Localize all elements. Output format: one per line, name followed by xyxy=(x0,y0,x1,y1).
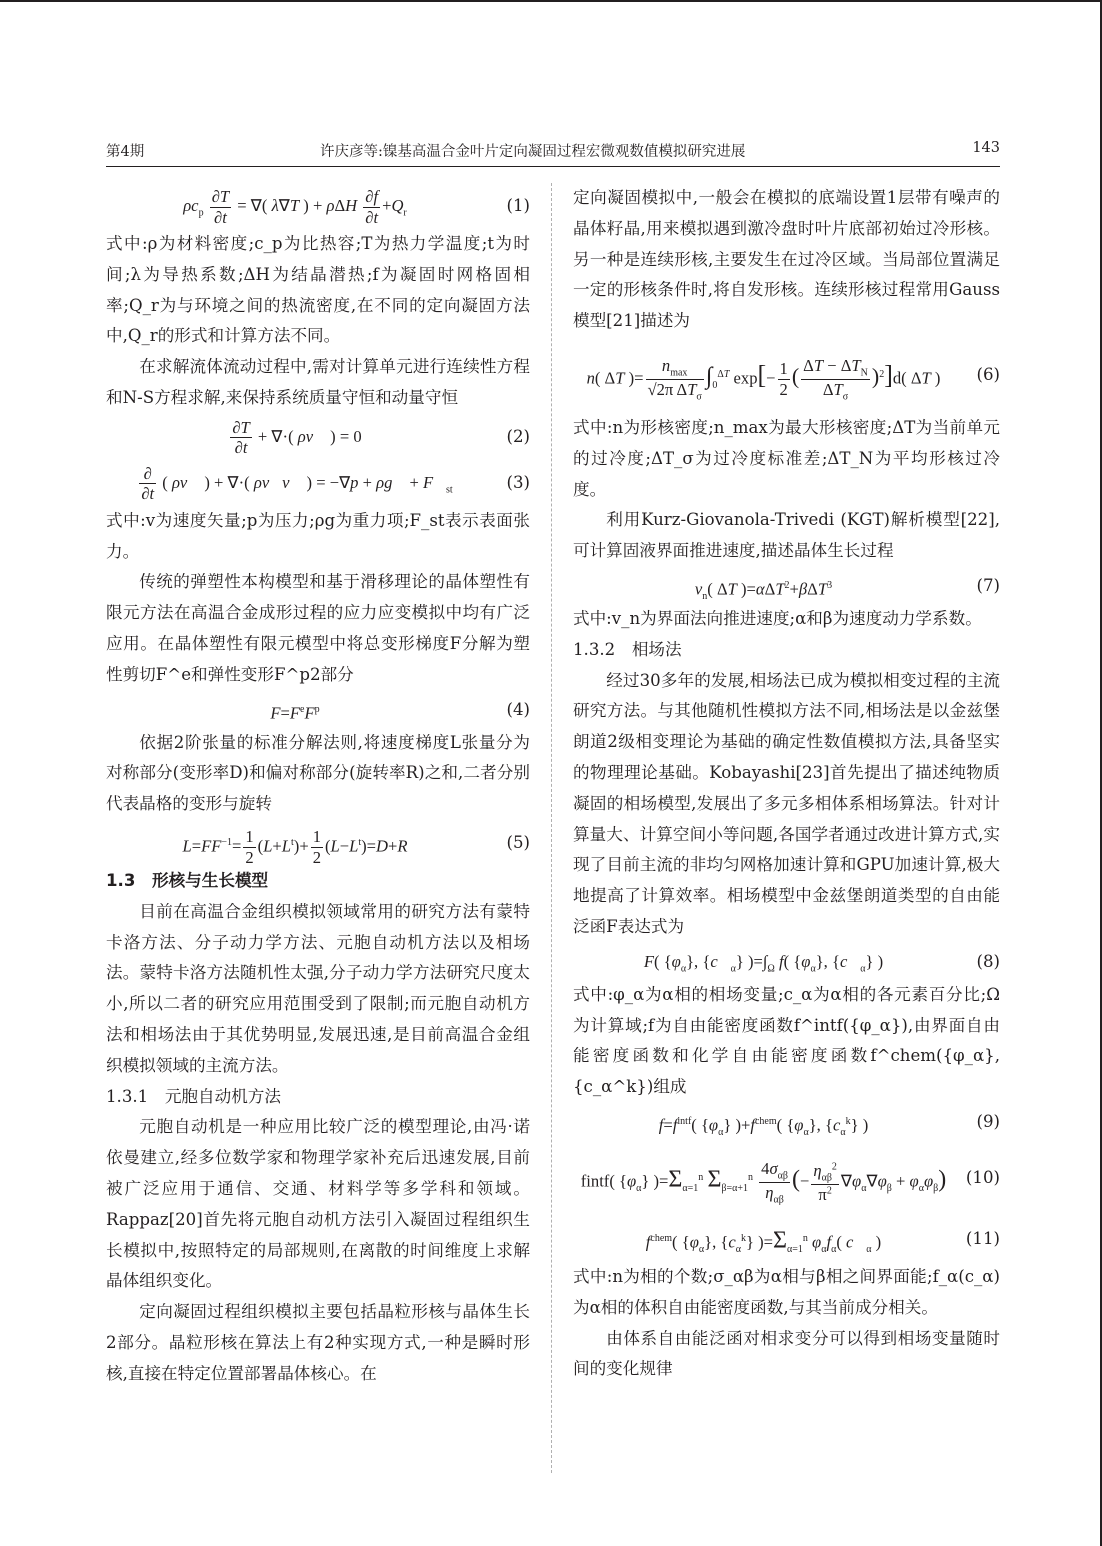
equation-9 xyxy=(573,1103,1000,1140)
paragraph-eq7-symbols: 式中:v_n为界面法向推进速度;α和β为速度动力学系数。 xyxy=(573,608,982,628)
section-heading-1-3-1: 1.3.1 元胞自动机方法 xyxy=(106,1086,281,1106)
equation-4-number: (4) xyxy=(506,699,530,719)
equation-10 xyxy=(573,1140,1000,1216)
equation-10-body: fintf( $\{\varphi_\alpha\}$ )$=\Sigma_{\alpha=1}^n$ $\Sigma_{\beta=\alpha+1}^n$ $4\sigma_{\alpha\beta}$ $\eta_{\alpha\beta}$ (− $\eta_{\alpha\beta}^2$ $\pi^2$ $\nabla\varphi_\alpha\nabla\varphi_\beta + \varphi_\alpha\varphi_\beta$) xyxy=(580,1158,947,1206)
paragraph-seed-nucleation: 定向凝固模拟中,一般会在模拟的底端设置1层带有噪声的晶体籽晶,用来模拟遇到激冷盘时叶片底部初始过冷形核。另一种是连续形核,主要发生在过冷区域。当局部位置满足一定的形核条件时,将自发形核。连续形核过程常用Gauss模型[21]描述为 xyxy=(573,188,1000,331)
paragraph-eq3-symbols: 式中:v为速度矢量;p为压力;ρg为重力项;F_st表示表面张力。 xyxy=(106,510,530,561)
equation-9-body: $f=f^{intf}$( $\{\varphi_\alpha\}$ )$+f^{chem}$( $\{\varphi_\alpha\}$, $\{c_\alpha^k\}$ ) xyxy=(658,1115,869,1138)
page-frame-top xyxy=(0,0,1102,2)
header-rule xyxy=(106,166,1000,167)
equation-8-number: (8) xyxy=(976,951,1000,971)
equation-5-number: (5) xyxy=(506,832,530,852)
equation-10-number: (10) xyxy=(965,1167,1000,1187)
paragraph-kgt-model: 利用Kurz-Giovanola-Trivedi (KGT)解析模型[22],可计算固液界面推进速度,描述晶体生长过程 xyxy=(573,510,1000,561)
equation-6-body: n( ΔT )= $n_{max}$ √2π $\Delta T_\sigma$ $\int_0^{\Delta T}$ exp[− $\frac{1}{2}$ ( $\Delta T - \Delta T_N$ $\Delta T_\sigma$ )$^2$]d( ΔT ) xyxy=(586,355,941,403)
header-title: 许庆彦等:镍基高温合金叶片定向凝固过程宏微观数值模拟研究进展 xyxy=(320,144,746,160)
equation-1 xyxy=(106,183,530,229)
equation-8-body: F( $\{\varphi_\alpha\}$, $\{c⃗_\alpha\}$ )$=\int_\Omega$ f( $\{\varphi_\alpha\}$, $\{c⃗_\alpha\}$ ) xyxy=(643,951,884,975)
equation-1-number: (1) xyxy=(506,196,530,215)
equation-9-number: (9) xyxy=(976,1111,1000,1131)
paragraph-velocity-gradient: 依据2阶张量的标准分解法则,将速度梯度L张量分为对称部分(变形率D)和偏对称部分(旋转率R)之和,二者分别代表晶格的变形与旋转 xyxy=(106,732,530,814)
equation-3-number: (3) xyxy=(506,472,530,492)
equation-11 xyxy=(573,1216,1000,1262)
equation-7-number: (7) xyxy=(976,575,1000,595)
header-issue: 第4期 xyxy=(106,144,145,160)
section-heading-1-3-2: 1.3.2 相场法 xyxy=(573,639,682,659)
equation-1-body: $\rho c_p$ $\frac{\partial T}{\partial t}$ = ∇( λ∇T ) + ρΔH $\frac{\partial f}{\partial t}$ $+Q_r$ xyxy=(183,186,407,227)
equation-3-body: ∂ ∂t ( ρv⃗ ) + ∇·( ρv⃗v⃗ ) = −∇p + ρg⃗ + $F⃗_{st}$ xyxy=(141,463,453,504)
equation-8 xyxy=(573,943,1000,980)
equation-2 xyxy=(106,414,530,460)
equation-2-number: (2) xyxy=(506,426,530,446)
equation-11-number: (11) xyxy=(965,1228,1000,1248)
section-heading-1-3: 1.3 形核与生长模型 xyxy=(106,870,269,890)
paragraph-nucleation-growth: 定向凝固过程组织模拟主要包括晶粒形核与晶体生长2部分。晶粒形核在算法上有2种实现方式,一种是瞬时形核,直接在特定位置部署晶体核心。在 xyxy=(106,1302,530,1383)
paragraph-fluid-flow: 在求解流体流动过程中,需对计算单元进行连续性方程和N-S方程求解,来保持系统质量守恒和动量守恒 xyxy=(106,357,530,407)
paragraph-phase-field: 经过30多年的发展,相场法已成为模拟相变过程的主流研究方法。与其他随机性模拟方法不同,相场法是以金兹堡朗道2级相变理论为基础的确定性数值模拟方法,具备坚实的物理理论基础。Kobayashi[23]首先提出了描述纯物质凝固的相场模型,发展出了多元多相体系相场算法。针对计算量大、计算空间小等问题,各国学者通过改进计算方式,实现了目前主流的非均匀网格加速计算和GPU加速计算,极大地提高了计算效率。相场模型中金兹堡朗道类型的自由能泛函F表达式为 xyxy=(573,670,1000,936)
paragraph-eq6-symbols: 式中:n为形核密度;n_max为最大形核密度;ΔT为当前单元的过冷度;ΔT_σ为过冷度标准差;ΔT_N为平均形核过冷度。 xyxy=(573,417,1000,499)
paragraph-cellular-automata: 元胞自动机是一种应用比较广泛的模型理论,由冯·诺依曼建立,经多位数学家和物理学家补充后迅速发展,目前被广泛应用于通信、交通、材料学等多学科和领域。Rappaz[20]首先将元胞自动机方法引入凝固过程组织生长模拟中,按照特定的局部规则,在离散的时间维度上求解晶体组织变化。 xyxy=(106,1117,530,1291)
equation-4 xyxy=(106,691,530,728)
equation-6 xyxy=(573,337,1000,413)
paragraph-eq1-symbols: 式中:ρ为材料密度;c_p为比热容;T为热力学温度;t为时间;λ为导热系数;ΔH为结晶潜热;f为凝固时网格固相率;Q_r为与环境之间的热流密度,在不同的定向凝固方法中,Q_r的形式和计算方法不同。 xyxy=(106,234,530,346)
equation-2-body: $\frac{\partial T}{\partial t}$ + ∇·( ρv⃗ ) = 0 xyxy=(232,417,362,458)
equation-5 xyxy=(106,820,530,866)
equation-11-body: $f^{chem}$( $\{\varphi_\alpha\}$, $\{c_\alpha^k\}$ )$=\Sigma_{\alpha=1}^n$ $\varphi_\alpha f_\alpha$( $c⃗_\alpha$ ) xyxy=(645,1227,882,1255)
equation-4-body: $F=F^eF^p$ xyxy=(270,703,320,723)
equation-7 xyxy=(573,567,1000,604)
paragraph-variation: 由体系自由能泛函对相求变分可以得到相场变量随时间的变化规律 xyxy=(573,1328,1000,1379)
paragraph-eq11-symbols: 式中:n为相的个数;σ_αβ为α相与β相之间界面能;f_α(c_α)为α相的体积自由能密度函数,与其当前成分相关。 xyxy=(573,1266,1000,1317)
equation-6-number: (6) xyxy=(976,364,1000,384)
paragraph-eq8-symbols: 式中:φ_α为α相的相场变量;c_α为α相的各元素百分比;Ω为计算域;f为自由能密度函数f^intf({φ_α}),由界面自由能密度函数和化学自由能密度函数f^chem({φ_α},{c_α^k})组成 xyxy=(573,984,1000,1097)
header-page-number: 143 xyxy=(972,140,1000,156)
paragraph-methods-overview: 目前在高温合金组织模拟领域常用的研究方法有蒙特卡洛方法、分子动力学方法、元胞自动机方法以及相场法。蒙特卡洛方法随机性太强,分子动力学方法研究尺度太小,所以二者的研究应用范围受到了限制;而元胞自动机方法和相场法由于其优势明显,发展迅速,是目前高温合金组织模拟领域的主流方法。 xyxy=(106,901,530,1075)
left-column xyxy=(106,183,530,1390)
equation-5-body: $L=FF^{-1}=$ $\frac{1}{2}$ $(L+L^t)+$ $\frac{1}{2}$ $(L-L^t)=D+R$ xyxy=(182,827,408,868)
paragraph-crystal-plasticity: 传统的弹塑性本构模型和基于滑移理论的晶体塑性有限元方法在高温合金成形过程的应力应变模拟中均有广泛应用。在晶体塑性有限元模型中将总变形梯度F分解为塑性剪切F^e和弹性变形F^p2部分 xyxy=(106,572,530,684)
equation-3 xyxy=(106,460,530,506)
equation-7-body: $v_n$( ΔT )=αΔT$^2$+βΔT$^3$ xyxy=(694,579,833,602)
column-divider xyxy=(551,183,552,1473)
right-column xyxy=(573,183,1000,1385)
